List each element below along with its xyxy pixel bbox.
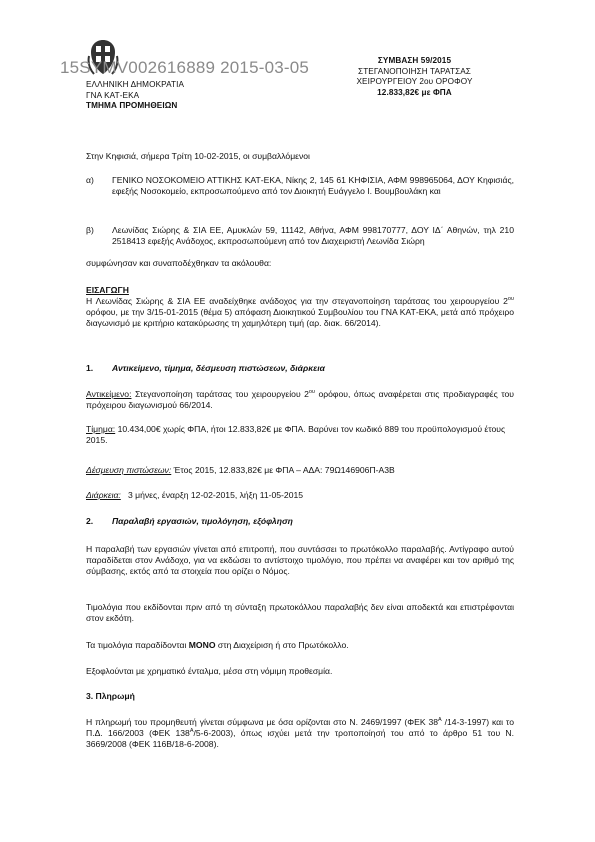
commitment-paragraph [86, 465, 514, 476]
party-a-label: α) [86, 175, 94, 185]
issuer-department: ΤΜΗΜΑ ΠΡΟΜΗΘΕΙΩΝ [86, 101, 178, 110]
issuer-hospital: ΓΝΑ ΚΑΤ-ΕΚΑ [86, 90, 140, 100]
section-1-title: Αντικείμενο, τίμημα, δέσμευση πιστώσεων, διάρκεια [112, 363, 325, 373]
section-3-paragraph [86, 717, 514, 750]
object-paragraph [86, 389, 514, 411]
payment-text-b: /14-3-1997) και το Π.Δ. 166/2003 (ΦΕΚ 138 [86, 717, 514, 738]
section-2-heading [86, 516, 514, 527]
commitment-text: Έτος 2015, 12.833,82€ με ΦΠΑ – ΑΔΑ: 79Ω146906Π-Α3Β [171, 465, 395, 475]
party-a-text: ΓΕΝΙΚΟ ΝΟΣΟΚΟΜΕΙΟ ΑΤΤΙΚΗΣ ΚΑΤ-ΕΚΑ, Νίκης 2, 145 61 ΚΗΦΙΣΙΑ, ΑΦΜ 998965064, ΔΟΥ Κηφισιάς, εφεξής Νοσοκομείο, εκπροσωπούμενο από τον Διοικητή Ευάγγελο Ι. Βουμβουλάκη και [112, 175, 514, 196]
object-text-a: Στεγανοποίηση ταράτσας του χειρουργείου 2 [131, 389, 309, 399]
contract-amount: 12.833,82€ με ΦΠΑ [377, 87, 452, 97]
price-label: Τίμημα: [86, 424, 116, 434]
section-1-number: 1. [86, 363, 94, 373]
contract-subject-1: ΣΤΕΓΑΝΟΠΟΙΗΣΗ ΤΑΡΑΤΣΑΣ [358, 66, 471, 76]
duration-label: Διάρκεια: [86, 490, 121, 500]
section-3-title: 3. Πληρωμή [86, 691, 135, 701]
object-label: Αντικείμενο: [86, 389, 132, 399]
commitment-label: Δέσμευση πιστώσεων: [86, 465, 172, 475]
issuer-header [86, 80, 184, 112]
agreed-line: συμφώνησαν και συναποδέχθηκαν τα ακόλουθα: [86, 258, 272, 268]
contract-subject-2: ΧΕΙΡΟΥΡΓΕΙΟΥ 2ου ΟΡΟΦΟΥ [356, 77, 473, 86]
section-2-paragraph-3 [86, 640, 514, 651]
section-2-paragraph-1: Η παραλαβή των εργασιών γίνεται από επιτροπή, που συντάσσει το πρωτόκολλο παραλαβής. Αντίγραφο αυτού παραδίδεται στον Ανάδοχο, για να εκδώσει το αντίστοιχο τιμολόγιο, που πρέπει να αναφέρει και τον αριθμό της σύμβασης, εκτός από τα στοιχεία που ορίζει ο Νόμος. [86, 544, 514, 576]
introduction-text [86, 296, 514, 329]
section-1-heading [86, 363, 514, 374]
price-text: 10.434,00€ χωρίς ΦΠΑ, ήτοι 12.833,82€ με ΦΠΑ. Βαρύνει τον κωδικό 889 του προϋπολογισμού έτους 2015. [86, 424, 506, 445]
invoice-text-a: Τα τιμολόγια παραδίδονται [86, 640, 189, 650]
payment-sup-2: Α [189, 728, 194, 735]
introduction-text-a: Η Λεωνίδας Σιώρης & ΣΙΑ ΕΕ αναδείχθηκε ανάδοχος για την στεγανοποίηση ταράτσας του χειρουργείου 2 [86, 296, 508, 306]
section-2-paragraph-4: Εξοφλούνται με χρηματικό ένταλμα, μέσα στη νόμιμη προθεσμία. [86, 666, 333, 676]
introduction-title: ΕΙΣΑΓΩΓΗ [86, 285, 129, 295]
invoice-text-only: ΜΟΝΟ [188, 640, 216, 650]
party-b [86, 225, 514, 247]
invoice-text-c: στη Διαχείριση ή στο Πρωτόκολλο. [215, 640, 349, 650]
section-2-paragraph-2: Τιμολόγια που εκδίδονται πριν από τη σύνταξη πρωτοκόλλου παραλαβής δεν είναι αποδεκτά και επιστρέφονται στον εκδότη. [86, 602, 514, 623]
contract-number: ΣΥΜΒΑΣΗ 59/2015 [377, 56, 452, 65]
party-a [86, 175, 514, 197]
protocol-stamp: 15SYMV002616889 2015-03-05 [60, 58, 310, 77]
payment-text-c: /5-6-2003), όπως ισχύει μετά την τροποποίησή του από το άρθρο 51 του Ν. 3669/2008 (ΦΕΚ 116Β/18-6-2008). [86, 727, 514, 749]
contract-header [332, 56, 497, 98]
introduction-text-b: ορόφου, με την 3/15-01-2015 (θέμα 5) απόφαση Διοικητικού Συμβουλίου του ΓΝΑ ΚΑΤ-ΕΚΑ, μετά από πρόχειρο διαγωνισμό με κριτήριο κατακύρωσης τη χαμηλότερη τιμή (αρ. διακ. 66/2014). [86, 306, 514, 328]
duration-text: 3 μήνες, έναρξη 12-02-2015, λήξη 11-05-2015 [120, 490, 304, 500]
duration-paragraph [86, 490, 514, 501]
object-text-b: ορόφου, όπως αναφέρεται στις προδιαγραφές του πρόχειρου διαγωνισμού 66/2014. [86, 389, 515, 410]
section-2-title: Παραλαβή εργασιών, τιμολόγηση, εξόφληση [112, 516, 293, 526]
section-2-number: 2. [86, 516, 94, 526]
party-b-text: Λεωνίδας Σιώρης & ΣΙΑ ΕΕ, Αμυκλών 59, 11142, Αθήνα, ΑΦΜ 998170777, ΔΟΥ ΙΔ΄ Αθηνών, τηλ 210 2518413 εφεξής Ανάδοχος, εκπροσωπούμενη από τον Διαχειριστή Λεωνίδα Σιώρη [112, 225, 514, 246]
intro-line: Στην Κηφισιά, σήμερα Τρίτη 10-02-2015, οι συμβαλλόμενοι [86, 151, 310, 161]
party-b-label: β) [86, 225, 94, 235]
price-paragraph [86, 424, 514, 446]
object-sup: ου [308, 389, 315, 396]
payment-sup-1: Α [438, 717, 442, 724]
issuer-country: ΕΛΛΗΝΙΚΗ ΔΗΜΟΚΡΑΤΙΑ [86, 80, 185, 89]
payment-text-a: Η πληρωμή του προμηθευτή γίνεται σύμφωνα με όσα ορίζονται στο Ν. 2469/1997 (ΦΕΚ 38 [86, 717, 439, 727]
introduction-sup: ου [507, 296, 514, 303]
